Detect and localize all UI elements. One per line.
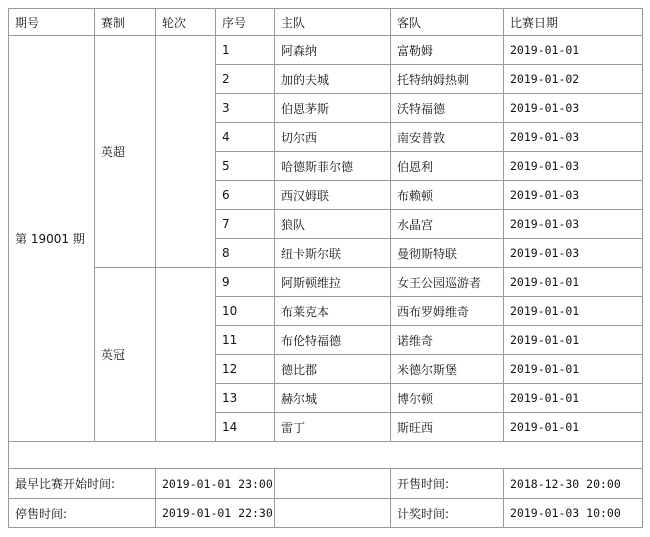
footer-row-start [9,469,643,499]
date-cell: 2019-01-01 [504,297,643,326]
away-team-cell: 博尔顿 [391,384,504,413]
home-team-cell: 哈德斯菲尔德 [275,152,391,181]
away-team-cell: 斯旺西 [391,413,504,442]
footer-empty-cell [275,469,391,499]
seq-cell: 1 [216,36,275,65]
sale-stop-label: 停售时间: [9,499,156,528]
date-cell: 2019-01-03 [504,123,643,152]
sale-stop-value: 2019-01-01 22:30 [156,499,275,528]
seq-cell: 7 [216,210,275,239]
date-cell: 2019-01-03 [504,210,643,239]
date-cell: 2019-01-02 [504,65,643,94]
away-team-cell: 伯恩利 [391,152,504,181]
date-cell: 2019-01-01 [504,384,643,413]
away-team-cell: 水晶宫 [391,210,504,239]
seq-cell: 8 [216,239,275,268]
draw-time-value: 2019-01-03 10:00 [504,499,643,528]
home-team-cell: 赫尔城 [275,384,391,413]
table-row [9,36,643,65]
header-format: 赛制 [95,9,156,36]
draw-time-label: 计奖时间: [391,499,504,528]
table-row [9,268,643,297]
home-team-cell: 阿斯顿维拉 [275,268,391,297]
away-team-cell: 沃特福德 [391,94,504,123]
earliest-start-label: 最早比赛开始时间: [9,469,156,499]
seq-cell: 5 [216,152,275,181]
home-team-cell: 切尔西 [275,123,391,152]
footer-row-stop [9,499,643,528]
header-home: 主队 [275,9,391,36]
seq-cell: 6 [216,181,275,210]
league-cell: 英超 [95,36,156,268]
home-team-cell: 狼队 [275,210,391,239]
home-team-cell: 西汉姆联 [275,181,391,210]
earliest-start-value: 2019-01-01 23:00 [156,469,275,499]
league-cell: 英冠 [95,268,156,442]
away-team-cell: 富勒姆 [391,36,504,65]
home-team-cell: 纽卡斯尔联 [275,239,391,268]
date-cell: 2019-01-01 [504,268,643,297]
date-cell: 2019-01-03 [504,181,643,210]
away-team-cell: 曼彻斯特联 [391,239,504,268]
home-team-cell: 布伦特福德 [275,326,391,355]
sale-open-label: 开售时间: [391,469,504,499]
seq-cell: 10 [216,297,275,326]
seq-cell: 14 [216,413,275,442]
date-cell: 2019-01-03 [504,239,643,268]
home-team-cell: 加的夫城 [275,65,391,94]
seq-cell: 4 [216,123,275,152]
away-team-cell: 布赖顿 [391,181,504,210]
home-team-cell: 阿森纳 [275,36,391,65]
issue-cell: 第 19001 期 [9,36,95,442]
header-date: 比赛日期 [504,9,643,36]
match-schedule-table [8,8,643,528]
round-cell [156,268,216,442]
date-cell: 2019-01-03 [504,152,643,181]
away-team-cell: 托特纳姆热刺 [391,65,504,94]
date-cell: 2019-01-03 [504,94,643,123]
seq-cell: 9 [216,268,275,297]
date-cell: 2019-01-01 [504,36,643,65]
away-team-cell: 米德尔斯堡 [391,355,504,384]
away-team-cell: 南安普敦 [391,123,504,152]
sale-open-value: 2018-12-30 20:00 [504,469,643,499]
seq-cell: 2 [216,65,275,94]
away-team-cell: 诺维奇 [391,326,504,355]
home-team-cell: 布莱克本 [275,297,391,326]
away-team-cell: 西布罗姆维奇 [391,297,504,326]
seq-cell: 12 [216,355,275,384]
header-round: 轮次 [156,9,216,36]
date-cell: 2019-01-01 [504,413,643,442]
seq-cell: 13 [216,384,275,413]
home-team-cell: 德比郡 [275,355,391,384]
seq-cell: 11 [216,326,275,355]
away-team-cell: 女王公园巡游者 [391,268,504,297]
spacer-cell [9,442,643,469]
home-team-cell: 雷丁 [275,413,391,442]
spacer-row [9,442,643,469]
round-cell [156,36,216,268]
header-away: 客队 [391,9,504,36]
home-team-cell: 伯恩茅斯 [275,94,391,123]
date-cell: 2019-01-01 [504,355,643,384]
seq-cell: 3 [216,94,275,123]
header-seq: 序号 [216,9,275,36]
footer-empty-cell [275,499,391,528]
header-row [9,9,643,36]
date-cell: 2019-01-01 [504,326,643,355]
header-issue: 期号 [9,9,95,36]
